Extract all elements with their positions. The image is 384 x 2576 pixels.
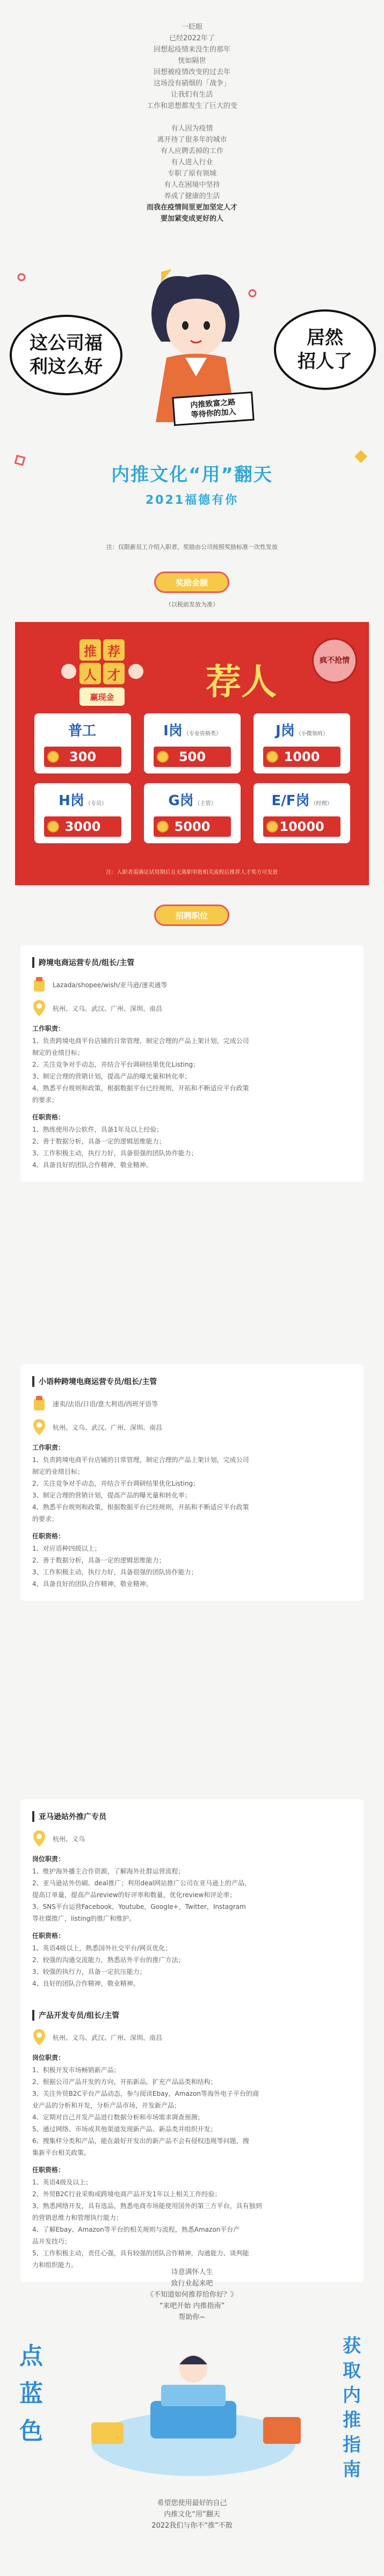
job-section-line: 2、亚马逊站外仿刷、deal推广；利用deal网站推广公司在亚马逊上的产品， — [32, 1879, 251, 1887]
reward-card-amount-value: 3000 — [64, 819, 101, 834]
banner-left-char: 点 — [19, 2342, 43, 2370]
job-section-line: 2、外贸B2C行业采购或跨境电商产品开发1年以上相关工作经验； — [32, 2190, 221, 2198]
intro-line: 专职了原有领域 — [167, 170, 216, 178]
job-card — [20, 945, 364, 1182]
speech-bubble-right-text: 居然 招人了 — [298, 327, 352, 372]
intro-line — [0, 112, 384, 123]
outro-line: 致行业起来吧 — [171, 2280, 213, 2288]
job-card — [20, 1364, 364, 1601]
reward-card — [144, 713, 241, 773]
job-section-line: 的营销思维力和管理执行能力； — [32, 2214, 123, 2222]
circle-deco-icon — [249, 290, 256, 296]
reward-section-label: 奖励金额 — [175, 577, 208, 588]
reward-card-name — [34, 790, 131, 809]
hero-caption: 赢现金 — [90, 692, 114, 702]
job-info-row — [32, 1418, 352, 1436]
reward-card — [253, 713, 350, 773]
reward-card — [253, 783, 350, 843]
intro-line: 让我们有生活 — [171, 91, 213, 99]
reward-badge — [312, 638, 357, 683]
job-section-head: 任职资格： — [32, 1113, 65, 1121]
job-section-line: 4、具备良好的团队合作精神，敬业精神。 — [32, 1580, 153, 1588]
job-section-line: 2、善于数据分析，具备一定的逻辑思维能力； — [32, 1557, 165, 1564]
banner-right-char: 推 — [343, 2409, 361, 2431]
intro-line: 要加紧变成更好的人 — [160, 215, 223, 223]
outro-line: 《不知道如何推荐给你好？》 — [146, 2291, 237, 2299]
job-section-line: 4、熟悉平台规则和政策，根据数据平台已经规则，开拓和不断适应平台政策 — [32, 1503, 249, 1511]
banner-right-char: 南 — [343, 2459, 361, 2480]
job-section-line: 2、关注竞争对手动态，并结合平台调研结果优化Listing； — [32, 1480, 200, 1487]
reward-card-tag: （主管） — [194, 801, 216, 807]
job-section-line: 3、制定合理的营销计划，提高产品的曝光量和转化率； — [32, 1073, 191, 1080]
reward-section-pill — [154, 571, 229, 593]
outro-line: “来吧开始 内推指南” — [159, 2302, 225, 2310]
job-info-text: Lazada/shopee/wish/亚马逊/速卖通等 — [53, 981, 168, 989]
jobs-section-pill — [154, 905, 229, 926]
coin-icon — [266, 751, 278, 763]
job-section-line: 1、熟练使用办公软件，具备1年及以上经验； — [32, 1126, 163, 1133]
final-line: 2022我们与你不“推”不散 — [151, 2522, 233, 2530]
reward-card-name — [253, 790, 350, 809]
banner-right-char: 内 — [343, 2385, 361, 2406]
job-section-line: 3、工作积极主动，执行力好，具备很强的团队协作能力； — [32, 1568, 198, 1576]
intro-line: 一眨眼 — [181, 23, 202, 31]
reward-card-amount-value: 10000 — [279, 819, 324, 834]
job-section-line: 2、关注竞争对手动态，并结合平台调研结果优化Listing； — [32, 1061, 200, 1068]
job-section-line: 制定的业绩目标； — [32, 1049, 84, 1057]
job-section-line: 1、负责跨境电商平台店铺的日常管理，制定合理的产品上架计划，完成公司 — [32, 1037, 249, 1045]
job-section-line: 1、积极开发市场畅销新产品； — [32, 2066, 120, 2074]
coin-icon — [47, 751, 59, 763]
reward-badge-text: 疯不抢情 — [320, 656, 350, 665]
reward-card-tag: （专业资格类） — [183, 731, 221, 737]
reward-card-title: G岗 — [168, 793, 194, 809]
intro-line: 工作和思想都发生了巨大的变 — [146, 102, 237, 110]
reward-card-amount-value: 1000 — [284, 749, 320, 764]
reward-card-title: I岗 — [163, 723, 183, 739]
job-section-line: 等社媒推广，listing的推广和维护。 — [32, 1915, 136, 1922]
job-info-text: 杭州、义乌 — [53, 1835, 85, 1843]
hero-char: 荐 — [107, 643, 120, 659]
banner-right-char: 获 — [343, 2335, 361, 2357]
job-title: 产品开发专员/组长/主管 — [32, 2010, 352, 2021]
banner-left-char: 蓝 — [19, 2380, 43, 2407]
job-section-line: 3、关注外贸B2C平台产品动态，参与阅读Ebay，Amazon等海外电子平台的商 — [32, 2090, 259, 2097]
held-sign — [172, 392, 254, 426]
job-section-line: 5、通过网络、市场或其他渠道发现新产品、新品类并组织开发； — [32, 2125, 217, 2133]
intro-text — [0, 21, 384, 225]
speech-bubble-right — [274, 309, 376, 390]
page-subtitle: 2021福德有你 — [145, 494, 239, 507]
job-info-text: 杭州、义乌、武汉、广州、深圳、南昌 — [53, 1004, 163, 1012]
job-section-line: 1、维护海外播主合作资源，了解海外社群运营流程； — [32, 1868, 185, 1875]
job-section-line: 3、SNS平台运营Facebook，Youtube，Google+，Twitter，Instagram — [32, 1903, 246, 1911]
job-section-line: 3、工作积极主动，执行力好，具备很强的团队协作能力； — [32, 1149, 198, 1157]
speech-bubble-left-text: 这公司福 利这么好 — [30, 332, 103, 378]
reward-card-amount-value: 300 — [69, 749, 97, 764]
reward-big-word: 荐人 — [206, 661, 277, 703]
outro-line: 帮助你~ — [178, 2313, 206, 2321]
outro-line: 诗意满怀人生 — [171, 2268, 213, 2276]
job-section-line: 3、熟悉网络开发，具有选品，熟悉电商市场能使用国外的第三方平台，具有独到 — [32, 2202, 262, 2210]
platform-icon — [32, 975, 46, 994]
job-section-line: 2、根据公司产品开发的方向，开拓新品，扩充产品品类和结构； — [32, 2078, 217, 2086]
job-info-text: 杭州、义乌、武汉、广州、深圳、南昌 — [53, 2034, 163, 2042]
job-card — [20, 1799, 364, 2000]
job-section-line: 提高订单量，提高产品review的好评率和数量，优化review和评论率； — [32, 1891, 236, 1899]
banner-right-char: 取 — [343, 2360, 361, 2382]
job-title: 跨境电商运营专员/组长/主管 — [32, 957, 352, 968]
job-section-line: 品开发技巧； — [32, 2238, 71, 2245]
final-line: 内推文化“用”翻天 — [164, 2510, 220, 2519]
job-section-head: 任职资格： — [32, 1932, 65, 1940]
job-section-line: 1、对应语种四级以上； — [32, 1545, 101, 1552]
intro-line: 有人因为疫情 — [171, 125, 213, 133]
reward-card-name — [144, 790, 241, 809]
reward-card-amount-value: 5000 — [174, 819, 211, 834]
job-title: 小语种跨境电商运营专员/组长/主管 — [32, 1376, 352, 1387]
reward-card-title: E/F岗 — [271, 793, 310, 809]
intro-line: 有人应聘丢掉的工作 — [160, 147, 223, 155]
job-section-head: 工作职责： — [32, 1025, 65, 1032]
reward-card-title: J岗 — [276, 723, 295, 739]
final-line: 希望您使用最好的自己 — [157, 2499, 227, 2507]
job-card — [20, 1998, 364, 2282]
job-info-row — [32, 1394, 352, 1413]
job-section-line: 4、熟悉平台规则和政策，根据数据平台已经规则，开拓和不断适应平台政策 — [32, 1084, 249, 1092]
location-pin-icon — [32, 999, 46, 1017]
intro-line: 有人进入行业 — [171, 158, 213, 167]
intro-line: 有人在困境中坚持 — [164, 181, 220, 189]
job-section-line: 4、具备良好的团队合作精神，敬业精神。 — [32, 1161, 153, 1169]
job-section-head: 工作职责： — [32, 1444, 65, 1451]
job-section-line: 1、英语4级及以上； — [32, 2179, 92, 2186]
job-section-head: 任职资格： — [32, 2166, 65, 2174]
job-section-line: 5、工作积极主动，责任心强，具有较强的团队合作精神，沟通能力、谈判能 — [32, 2249, 249, 2257]
job-info-row — [32, 2028, 352, 2046]
job-section-line: 的要求； — [32, 1096, 59, 1104]
intro-line: 回想起疫情来没生的那年 — [153, 46, 230, 54]
reward-footnote: 注：入职者需满足试用期后且无离职审批相关流程后推荐人才奖方可发放 — [106, 870, 278, 875]
reward-card-name — [34, 720, 131, 740]
final-text — [0, 2498, 384, 2531]
job-section-line: 力和组织能力。 — [32, 2261, 78, 2269]
job-section-head: 岗位职责： — [32, 2054, 65, 2061]
job-section-line: 2、较强的沟通交流能力，熟悉站外平台的推广方法； — [32, 1956, 185, 1964]
job-info-row — [32, 1829, 352, 1848]
reward-card-tag: （专员） — [85, 801, 107, 807]
job-info-row — [32, 999, 352, 1017]
reward-card — [34, 713, 131, 773]
job-info-text: 杭州、义乌、武汉、广州、深圳、南昌 — [53, 1423, 163, 1431]
job-title: 亚马逊站外推广专员 — [32, 1811, 352, 1822]
reward-card-name — [144, 720, 241, 740]
job-section-line: 1、英语4级以上，熟悉国外社交平台/网页优化； — [32, 1944, 172, 1952]
job-section-head: 岗位职责： — [32, 1855, 65, 1863]
intro-line: 已经2022年了 — [169, 34, 215, 42]
page-title: 内推文化“用”翻天 — [111, 464, 273, 486]
job-section-line: 3、制定合理的营销计划，提高产品的曝光量和转化率； — [32, 1492, 191, 1499]
outro-text — [0, 2267, 384, 2323]
hero-char: 推 — [84, 643, 97, 659]
job-section-line: 4、良好的团队合作精神，敬业精神。 — [32, 1980, 140, 1987]
speech-bubble-left — [10, 315, 122, 395]
guide-banner — [0, 2326, 384, 2487]
recommend-hero — [58, 634, 144, 709]
intro-line: 这场没有硝烟的「战争」 — [153, 79, 230, 88]
reward-card — [144, 783, 241, 843]
reward-panel — [15, 622, 369, 885]
banner-left-char: 色 — [19, 2418, 43, 2445]
job-info-row — [32, 975, 352, 994]
job-section-line: 4、了解Ebay、Amazon等平台的相关规则与流程，熟悉Amazon平台产 — [32, 2226, 240, 2233]
location-pin-icon — [32, 2028, 46, 2046]
banner-illustration — [0, 2326, 384, 2487]
job-section-line: 3、较强的执行力，具备一定抗压能力； — [32, 1968, 146, 1976]
coin-icon — [266, 821, 278, 833]
job-section-line: 集新平台相关政策。 — [32, 2149, 91, 2157]
job-section-line: 的要求； — [32, 1515, 59, 1523]
reward-tax-note: （以税前发放为准） — [165, 601, 219, 608]
reward-card-tag: （经理） — [310, 801, 332, 807]
platform-icon — [32, 1394, 46, 1413]
reward-card — [34, 783, 131, 843]
reward-card-title: 普工 — [68, 723, 96, 739]
job-section-line: 6、搜集样分类和产品，能在最好开发出的新产品不会有侵权违规等问题，搜 — [32, 2137, 249, 2145]
job-section-line: 2、善于数据分析，具备一定的逻辑思维能力； — [32, 1138, 165, 1145]
job-section-line: 1、负责跨境电商平台店铺的日常管理，制定合理的产品上架计划，完成公司 — [32, 1456, 249, 1464]
job-section-line: 业产品的分析和开发，分析产品市场，开发新产品； — [32, 2102, 181, 2109]
jobs-section-label: 招聘职位 — [175, 910, 208, 921]
coin-icon — [157, 821, 169, 833]
job-section-line: 4、定期对自己开发产品进行数据分析和市场需求调查预测； — [32, 2114, 204, 2121]
reward-card-name — [253, 720, 350, 740]
intro-line: 恍如隔世 — [178, 57, 206, 65]
location-pin-icon — [32, 1829, 46, 1848]
job-info-text: 速卖/法语/日语/意大利语/西班牙语等 — [53, 1400, 158, 1408]
intro-line: 养成了健康的生活 — [164, 192, 220, 200]
job-section-head: 任职资格： — [32, 1532, 65, 1540]
held-sign-text: 内推致富之路 等待你的加入 — [190, 398, 237, 419]
intro-line: 离开待了很多年的城市 — [157, 136, 227, 144]
comic-illustration — [0, 261, 384, 444]
reward-card-tag: （小微领班） — [295, 731, 328, 737]
job-section-line: 制定的业绩目标； — [32, 1468, 84, 1475]
location-pin-icon — [32, 1418, 46, 1436]
hero-char: 才 — [107, 667, 120, 683]
intro-line: 而我在疫情间里更加坚定人才 — [146, 204, 237, 212]
coin-icon — [47, 821, 59, 833]
circle-deco-icon — [18, 274, 25, 280]
intro-line: 回想被疫情改变的过去年 — [153, 68, 230, 76]
reward-note: 注：仅限新员工介绍入职者，奖励由公司按照奖励标准一次性发放 — [106, 544, 278, 551]
reward-card-amount-value: 500 — [178, 749, 206, 764]
banner-right-char: 指 — [343, 2434, 361, 2456]
reward-card-title: H岗 — [59, 793, 84, 809]
coin-icon — [157, 751, 169, 763]
hero-char: 人 — [84, 667, 97, 683]
